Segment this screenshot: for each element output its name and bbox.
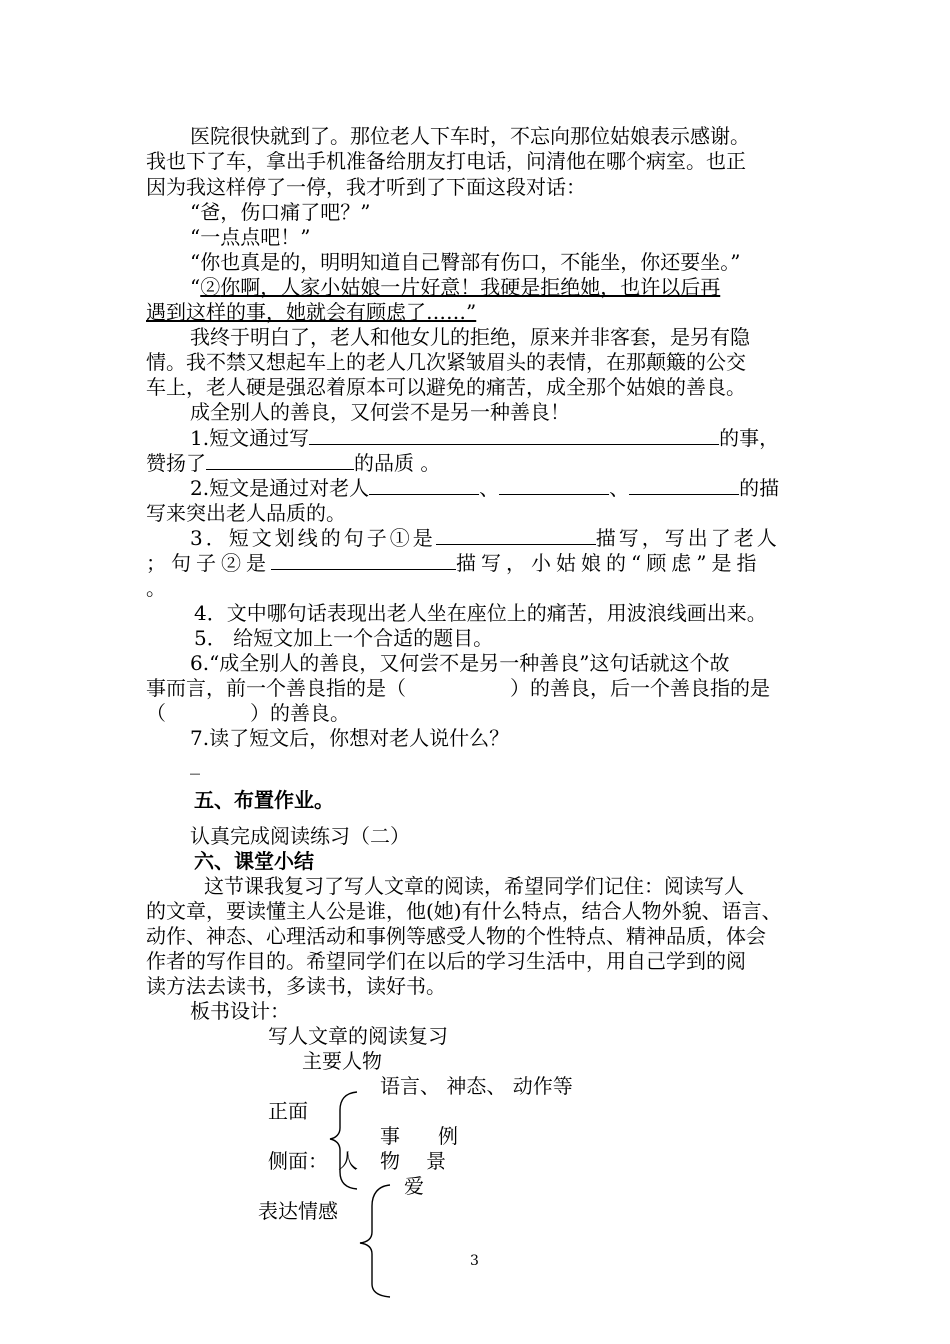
passage-line: 情。我不禁又想起车上的老人几次紧皱眉头的表情，在那颠簸的公交 <box>146 350 746 374</box>
dialogue-line: “爸，伤口痛了吧？” <box>190 200 371 224</box>
board-front: 正面 <box>268 1099 308 1123</box>
q2-sep: 、 <box>609 476 630 500</box>
summary-line: 的文章，要读懂主人公是谁，他(她)有什么特点，结合人物外貌、语言、 <box>146 899 782 923</box>
q3-text: ；句子②是 <box>146 551 271 575</box>
board-side-scene: 景 <box>426 1149 446 1173</box>
board-main: 主要人物 <box>302 1049 382 1073</box>
sentence-number-2: ② <box>200 275 221 299</box>
passage-line: 我也下了车，拿出手机准备给朋友打电话，问清他在哪个病室。也正 <box>146 149 746 173</box>
board-title: 写人文章的阅读复习 <box>268 1024 448 1048</box>
quote-open: “ <box>190 275 201 299</box>
q1-text: 的品质 。 <box>354 451 441 475</box>
question-5: 5． 给短文加上一个合适的题目。 <box>194 626 494 650</box>
passage-line: 因为我这样停了一停，我才听到了下面这段对话： <box>146 175 586 199</box>
dialogue-line: “你也真是的，明明知道自己臀部有伤口，不能坐，你还要坐。” <box>190 250 741 274</box>
q1-text: 1.短文通过写 <box>190 426 310 450</box>
brace-lower <box>360 1185 390 1297</box>
question-4: 4．文中哪句话表现出老人坐在座位上的痛苦，用波浪线画出来。 <box>194 601 767 625</box>
q3-text: 描写，小姑娘的“顾虑”是指 <box>456 551 762 575</box>
q2-text: 2.短文是通过对老人 <box>190 476 370 500</box>
dialogue-line: “一点点吧！” <box>190 225 311 249</box>
sentence-text: 你啊，人家小姑娘一片好意！我硬是拒绝她，也许以后再 <box>220 275 721 299</box>
question-3-end: 。 <box>146 576 166 600</box>
summary-line: 这节课我复习了写人文章的阅读，希望同学们记住：阅读写人 <box>204 874 744 898</box>
q1-text: 的事， <box>719 426 780 450</box>
board-side: 侧面： <box>268 1149 328 1173</box>
board-example-b: 例 <box>438 1124 458 1148</box>
passage-conclusion: 成全别人的善良，又何尝不是另一种善良！ <box>190 400 570 424</box>
passage-line: 医院很快就到了。那位老人下车时，不忘向那位姑娘表示感谢。 <box>190 124 750 148</box>
q2-sep: 、 <box>479 476 500 500</box>
summary-line: 作者的写作目的。希望同学们在以后的学习生活中，用自己学到的阅 <box>146 949 746 973</box>
underlined-sentence-2-cont: 遇到这样的事，她就会有顾虑了……” <box>146 300 477 324</box>
board-love: 爱 <box>404 1174 424 1198</box>
q6-text: ）的善良，后一个善良指的是 <box>510 676 770 700</box>
q6-text: 事而言，前一个善良指的是（ <box>146 676 406 700</box>
board-side-person: 人 <box>338 1149 358 1173</box>
section-5-task: 认真完成阅读练习（二） <box>190 824 410 848</box>
summary-line: 动作、神态、心理活动和事例等感受人物的个性特点、精神品质，体会 <box>146 924 766 948</box>
board-example-a: 事 <box>380 1124 400 1148</box>
question-2-cont: 写来突出老人品质的。 <box>146 501 346 525</box>
board-side-thing: 物 <box>380 1149 400 1173</box>
answer-line[interactable]: _ <box>190 751 200 775</box>
board-emotion: 表达情感 <box>258 1199 338 1223</box>
q2-text: 的描 <box>739 476 780 500</box>
question-6: 6.“成全别人的善良，又何尝不是另一种善良”这句话就这个故 <box>190 651 730 675</box>
section-6-heading: 六、课堂小结 <box>194 849 314 873</box>
summary-line: 读方法去读书，多读书，读好书。 <box>146 974 446 998</box>
board-items: 语言、 神态、 动作等 <box>380 1074 573 1098</box>
q1-text: 赞扬了 <box>146 451 206 475</box>
board-label: 板书设计： <box>190 999 290 1023</box>
q3-text: 描写，写出了老人 <box>595 526 780 550</box>
q3-text: 3．短文划线的句子①是 <box>190 526 436 550</box>
question-7: 7.读了短文后，你想对老人说什么？ <box>190 726 510 750</box>
q6-text: ）的善良。 <box>250 701 350 725</box>
page-number: 3 <box>470 1253 479 1269</box>
brace-upper <box>330 1092 357 1189</box>
q6-text: （ <box>146 701 166 725</box>
passage-line: 我终于明白了，老人和他女儿的拒绝，原来并非客套，是另有隐 <box>190 325 750 349</box>
passage-line: 车上，老人硬是强忍着原本可以避免的痛苦，成全那个姑娘的善良。 <box>146 375 746 399</box>
section-5-heading: 五、布置作业。 <box>194 788 334 812</box>
